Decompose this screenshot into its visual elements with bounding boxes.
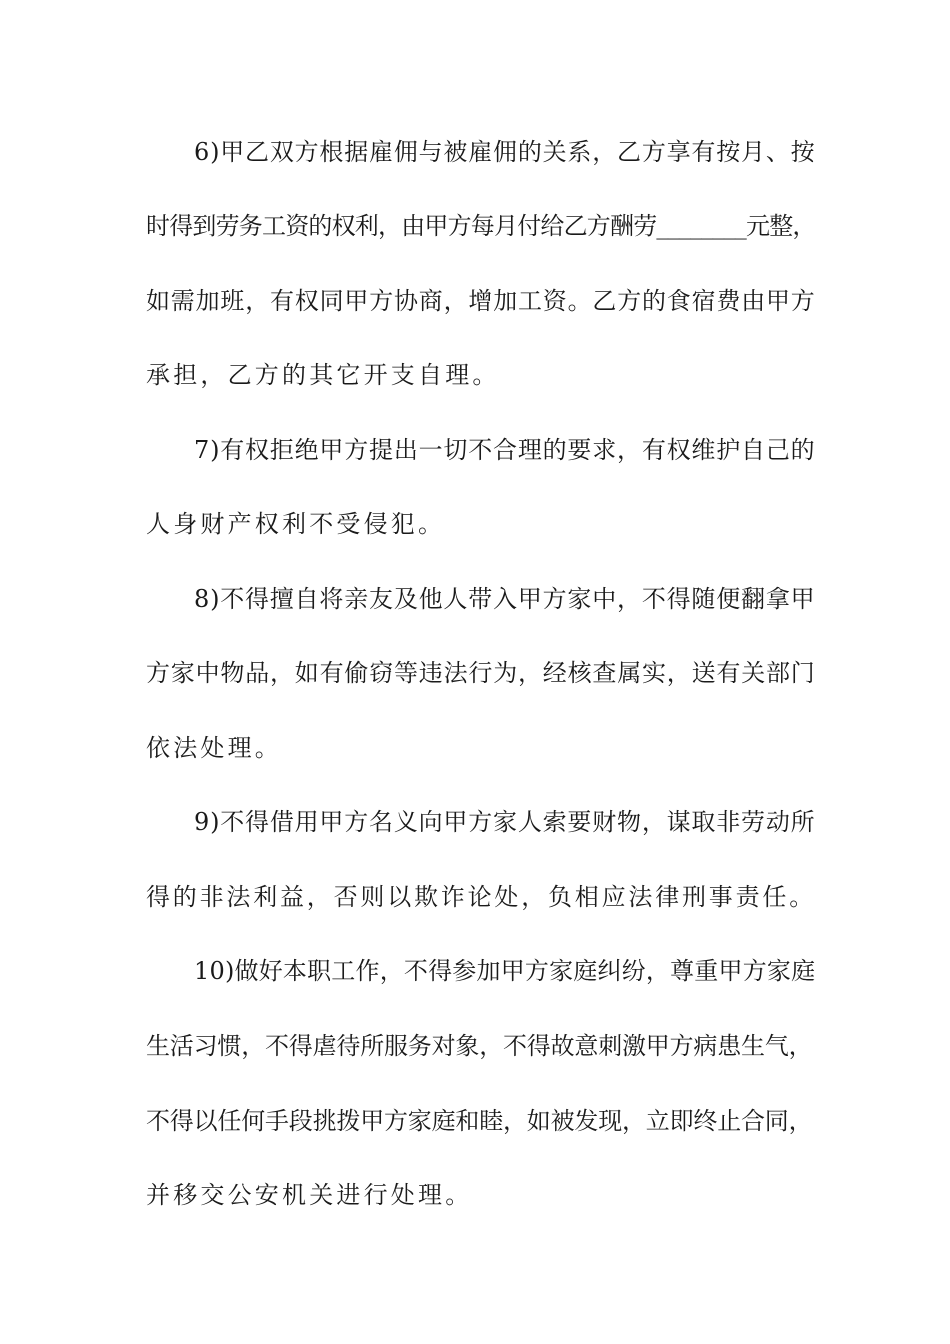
clause-6-line-4: 承担，乙方的其它开支自理。: [146, 361, 500, 389]
clause-10-line-3: 不得以任何手段挑拨甲方家庭和睦，如被发现，立即终止合同，: [146, 1107, 813, 1135]
clause-6-line-3: 如需加班，有权同甲方协商，增加工资。乙方的食宿费由甲方: [146, 287, 816, 315]
clause-8-line-3: 依法处理。: [146, 734, 282, 762]
clause-10-line-1: 10)做好本职工作，不得参加甲方家庭纠纷，尊重甲方家庭: [194, 957, 816, 985]
clause-6-line-1: 6)甲乙双方根据雇佣与被雇佣的关系，乙方享有按月、按: [194, 138, 816, 166]
clause-8-line-2: 方家中物品，如有偷窃等违法行为，经核查属实，送有关部门: [146, 659, 816, 687]
clause-7-line-1: 7)有权拒绝甲方提出一切不合理的要求，有权维护自己的: [194, 436, 816, 464]
clause-8-line-1: 8)不得擅自将亲友及他人带入甲方家中，不得随便翻拿甲: [194, 585, 816, 613]
clause-9-line-2: 得的非法利益，否则以欺诈论处，负相应法律刑事责任。: [146, 883, 816, 911]
clause-9-line-1: 9)不得借用甲方名义向甲方家人索要财物，谋取非劳动所: [194, 808, 816, 836]
clause-7-line-2: 人身财产权利不受侵犯。: [146, 510, 446, 538]
clause-6-line-2: 时得到劳务工资的权利，由甲方每月付给乙方酬劳________元整，: [146, 212, 816, 240]
clause-10-line-4: 并移交公安机关进行处理。: [146, 1181, 473, 1209]
clause-10-line-2: 生活习惯，不得虐待所服务对象，不得故意刺激甲方病患生气，: [146, 1032, 813, 1060]
